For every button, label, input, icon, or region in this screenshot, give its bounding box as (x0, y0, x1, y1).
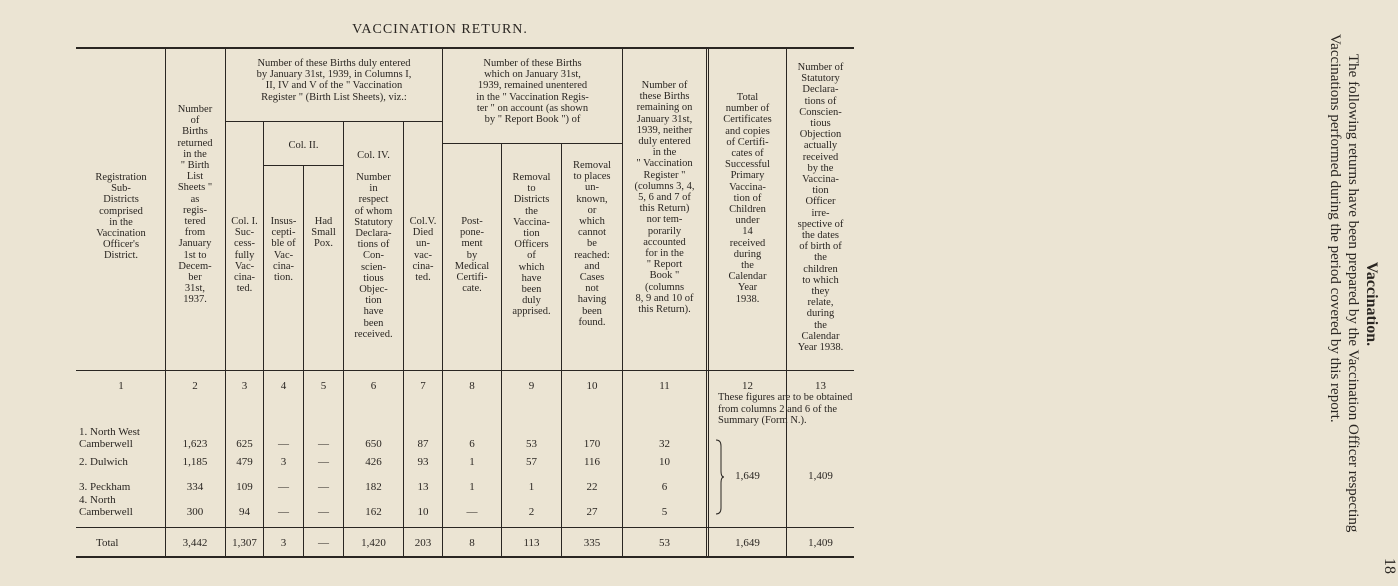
col-number: 4 (280, 380, 287, 392)
summary-note: These figures are to be obtained from columns 2 and 6 of the Summary (Form N.). (718, 392, 853, 426)
col-number: 13 (815, 380, 826, 392)
table-bottom-rule (76, 556, 854, 558)
total-cell: 53 (659, 537, 670, 549)
col-number: 11 (659, 380, 670, 392)
table-cell: 27 (586, 506, 598, 518)
total-cell: — (318, 537, 329, 549)
table-cell: 2 (528, 506, 535, 518)
table-cell: 426 (365, 456, 382, 468)
table-cell: 334 (186, 481, 204, 493)
col-number: 6 (370, 380, 377, 392)
table-cell: — (466, 506, 478, 518)
total-cell: 1,649 (735, 537, 760, 549)
table-top-rule (76, 47, 854, 49)
col-number: 2 (192, 380, 198, 392)
table-cell: 87 (417, 438, 429, 450)
total-cell: 203 (414, 537, 432, 549)
col-number: 9 (528, 380, 535, 392)
col-number: 12 (742, 380, 753, 392)
total-cell: 335 (583, 537, 601, 549)
table-cell: — (278, 481, 289, 493)
table-cell: 94 (239, 506, 250, 518)
table-cell: 625 (236, 438, 253, 450)
header-divider (76, 370, 854, 371)
row-label: 2. Dulwich (79, 456, 128, 468)
table-cell: — (318, 506, 329, 518)
table-cell: 6 (661, 481, 668, 493)
total-cell: 3,442 (182, 537, 208, 549)
table-cell: 162 (365, 506, 382, 518)
table-cell: 3 (280, 456, 287, 468)
header-col2-insusceptible: Insus- cepti- ble of Vac- cina- tion. (270, 216, 297, 284)
col-number: 3 (241, 380, 248, 392)
table-cell: 93 (417, 456, 429, 468)
header-col2: Col. II. (288, 140, 319, 151)
col-number: 8 (469, 380, 475, 392)
table-cell: — (278, 438, 289, 450)
header-postponement: Post- pone- ment by Medical Certifi- cate. (454, 216, 490, 295)
table-cell: 10 (659, 456, 670, 468)
total-cell: 1,409 (808, 537, 833, 549)
header-group-entered: Number of these Births duly entered by January 31st, 1939, in Columns I, II, IV and V of the " Vaccination Register " (Birth List Sheets), viz.: (256, 58, 412, 103)
header-col4: Col. IV. (357, 150, 390, 161)
total-cell: 8 (469, 537, 475, 549)
table-cell: 1 (469, 481, 475, 493)
total-divider (76, 527, 854, 528)
col-number: 10 (586, 380, 598, 392)
header-col2-smallpox: Had Small Pox. (311, 216, 336, 250)
col-divider (225, 47, 226, 556)
group-b-rule (442, 143, 622, 144)
header-births: Number of Births returned in the " Birth List Sheets " as regis- tered from January 1st to Decem- ber 31st, 1937. (177, 104, 213, 306)
col2-rule (263, 165, 343, 166)
merged-col12: 1,649 (735, 470, 760, 482)
table-cell: 300 (186, 506, 204, 518)
table-cell: 53 (526, 438, 537, 450)
table-cell: 10 (417, 506, 429, 518)
row-label: 4. North Camberwell (79, 494, 133, 518)
row-label: 3. Peckham (79, 481, 131, 493)
total-cell: 1,307 (232, 537, 257, 549)
table-cell: 5 (661, 506, 668, 518)
section-heading: Vaccination. (1363, 261, 1380, 347)
total-label: Total (96, 537, 119, 549)
header-removal-unknown: Removal to places un- known, or which cannot be reached: and Cases not having been found. (573, 160, 611, 328)
table-cell: — (318, 481, 329, 493)
header-removal-districts: Removal to Districts the Vaccina- tion Officers of which have been duly apprised. (512, 172, 551, 318)
table-cell: 22 (586, 481, 598, 493)
table-cell: — (318, 438, 329, 450)
header-remaining: Number of these Births remaining on January 31st, 1939, neither duly entered in the " Vaccination Register " (columns 3, 4, 5, 6 and 7 of this Return) nor tem- porarily accounted for in the " Report Book " (columns 8, 9 and 10 of this Return). (634, 80, 695, 316)
table-cell: — (278, 506, 289, 518)
header-districts: Registration Sub- Districts comprised in the Vaccination Officer's District. (95, 172, 147, 262)
row-label: 1. North West Camberwell (79, 426, 140, 450)
table-cell: 1 (528, 481, 535, 493)
table-cell: 170 (583, 438, 601, 450)
table-cell: 182 (365, 481, 382, 493)
page-title: VACCINATION RETURN. (352, 22, 528, 37)
table-cell: 1,185 (182, 456, 208, 468)
table-cell: 57 (526, 456, 537, 468)
side-note (1326, 34, 1398, 574)
total-cell: 1,420 (361, 537, 386, 549)
header-group-unentered: Number of these Births which on January 31st, 1939, remained unentered in the " Vaccination Regis- ter " on account (as shown by " Report Book ") of (476, 58, 589, 126)
group-a-rule (225, 121, 442, 122)
col-number: 5 (320, 380, 327, 392)
header-col5: Col.V. Died un- vac- cina- ted. (409, 216, 437, 284)
table-cell: — (318, 456, 329, 468)
header-col4-objection: Number in respect of whom Statutory Declara- tions of Con- scien- tious Objec- tion have been received. (354, 172, 393, 340)
col-number: 1 (118, 380, 124, 392)
col-number: 7 (420, 380, 426, 392)
table-cell: 1,623 (182, 438, 208, 450)
table-cell: 32 (659, 438, 670, 450)
table-cell: 13 (417, 481, 429, 493)
table-cell: 109 (236, 481, 253, 493)
table-cell: 650 (365, 438, 382, 450)
header-total-certificates: Total number of Certificates and copies of Certifi- cates of Successful Primary Vaccina- tion of Children under 14 received during the Calendar Year 1938. (723, 92, 772, 305)
header-statutory: Number of Statutory Declara- tions of Conscien- tious Objection actually received by the Vaccina- tion Officer irre- spective of the dates of birth of the children to which they relate, during the Calendar Year 1938. (797, 62, 844, 354)
header-col1: Col. I. Suc- cess- fully Vac- cina- ted. (231, 216, 258, 295)
section-text: The following returns have been prepared by the Vaccination Officer respecting Vaccinations performed during the period covered by this report. (1327, 34, 1361, 533)
total-cell: 3 (280, 537, 287, 549)
page-number: 18 (1381, 558, 1398, 574)
table-cell: 1 (469, 456, 475, 468)
table-cell: 6 (469, 438, 475, 450)
merged-col13: 1,409 (808, 470, 833, 482)
total-cell: 113 (523, 537, 540, 549)
table-cell: 116 (583, 456, 601, 468)
table-cell: 479 (236, 456, 253, 468)
